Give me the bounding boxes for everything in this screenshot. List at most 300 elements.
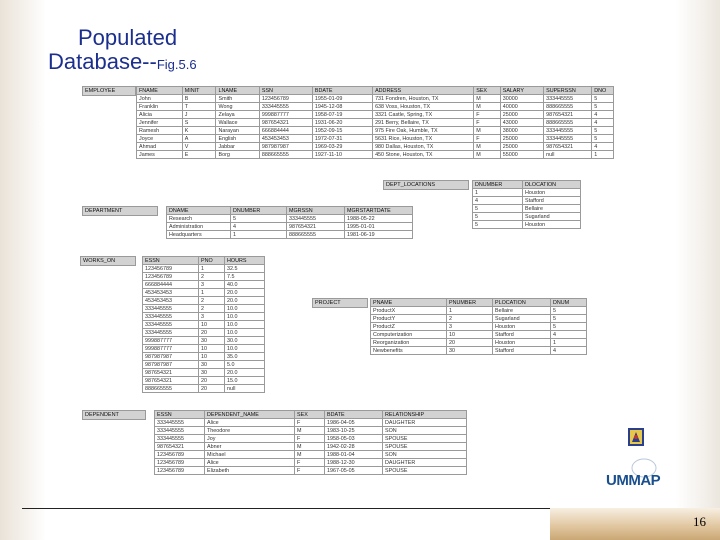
table-cell: 10.0	[225, 321, 265, 329]
table-row	[143, 329, 265, 337]
table-row	[155, 467, 467, 475]
column-header: SSN	[259, 87, 312, 95]
table-cell: 5	[551, 323, 587, 331]
column-header: DNAME	[167, 207, 231, 215]
table-cell: SPOUSE	[383, 435, 467, 443]
table-cell: B	[182, 95, 216, 103]
column-header: SEX	[474, 87, 501, 95]
header-row	[143, 257, 265, 265]
table-cell: null	[225, 385, 265, 393]
column-header: DNO	[592, 87, 614, 95]
table-cell: 1988-12-30	[325, 459, 383, 467]
column-header: DEPENDENT_NAME	[205, 411, 295, 419]
table-cell: Ramesh	[137, 127, 183, 135]
table-cell: F	[295, 419, 325, 427]
table-cell: 333445555	[544, 95, 592, 103]
column-header: PNAME	[371, 299, 447, 307]
table-cell: Alice	[205, 459, 295, 467]
table-cell: 333445555	[143, 329, 199, 337]
table-cell: Stafford	[523, 197, 581, 205]
table-row	[371, 347, 587, 355]
table-row	[371, 323, 587, 331]
table-cell: Houston	[493, 339, 551, 347]
table-cell: Houston	[493, 323, 551, 331]
logo-text: UMMAP	[606, 472, 661, 489]
table-cell: 30	[447, 347, 493, 355]
table-row	[143, 345, 265, 353]
table-cell: 1942-02-28	[325, 443, 383, 451]
table-cell: Sugarland	[523, 213, 581, 221]
table-row	[143, 361, 265, 369]
table-cell: Ahmad	[137, 143, 183, 151]
table-cell: 123456789	[155, 459, 205, 467]
table-cell: 731 Fondren, Houston, TX	[373, 95, 474, 103]
table-cell: 20	[199, 329, 225, 337]
table-cell: 333445555	[287, 215, 345, 223]
table-cell: A	[182, 135, 216, 143]
page-number: 16	[693, 514, 706, 529]
table-cell: 888665555	[143, 385, 199, 393]
table-cell: Research	[167, 215, 231, 223]
table-cell: 999887777	[143, 337, 199, 345]
table-cell: ProductX	[371, 307, 447, 315]
table-cell: 1	[447, 307, 493, 315]
table-cell: 5	[473, 205, 523, 213]
table-cell: 980 Dallas, Houston, TX	[373, 143, 474, 151]
table-row	[155, 451, 467, 459]
table-cell: 3	[447, 323, 493, 331]
table-cell: 1	[231, 231, 287, 239]
column-header: PLOCATION	[493, 299, 551, 307]
table-row	[371, 307, 587, 315]
table-cell: DAUGHTER	[383, 419, 467, 427]
table-cell: Computerization	[371, 331, 447, 339]
table-cell: 5	[473, 221, 523, 229]
table-cell: 333445555	[143, 321, 199, 329]
table-cell: 987654321	[143, 369, 199, 377]
table-cell: 5	[551, 315, 587, 323]
table-row	[155, 427, 467, 435]
table-cell: 987654321	[544, 111, 592, 119]
table-row	[155, 459, 467, 467]
table-cell: 123456789	[155, 451, 205, 459]
table-cell: Alice	[205, 419, 295, 427]
table-cell: 40.0	[225, 281, 265, 289]
table-row	[143, 305, 265, 313]
table-cell: ProductY	[371, 315, 447, 323]
header-row	[137, 87, 614, 95]
table-row	[473, 205, 581, 213]
table-cell: K	[182, 127, 216, 135]
table-cell: 20	[447, 339, 493, 347]
table-cell: Jennifer	[137, 119, 183, 127]
table-cell: Houston	[523, 221, 581, 229]
table-cell: M	[474, 143, 501, 151]
table-cell: null	[544, 151, 592, 159]
table-cell: John	[137, 95, 183, 103]
table-row	[143, 297, 265, 305]
table-cell: 7.5	[225, 273, 265, 281]
table-row	[137, 143, 614, 151]
table-cell: 975 Fire Oak, Humble, TX	[373, 127, 474, 135]
table-cell: 5631 Rice, Houston, TX	[373, 135, 474, 143]
table-cell: 1955-01-09	[312, 95, 372, 103]
table-cell: Bellaire	[493, 307, 551, 315]
table-cell: Theodore	[205, 427, 295, 435]
table-row	[143, 385, 265, 393]
table-row	[137, 95, 614, 103]
table-cell: 20.0	[225, 369, 265, 377]
table-cell: 10.0	[225, 305, 265, 313]
table-cell: 888665555	[287, 231, 345, 239]
table-row	[167, 231, 413, 239]
table-cell: 10.0	[225, 313, 265, 321]
table-cell: 10	[199, 353, 225, 361]
table-row	[143, 321, 265, 329]
table-cell: 2	[199, 305, 225, 313]
table-cell: 38000	[500, 127, 543, 135]
table-cell: 20	[199, 377, 225, 385]
table-cell: 5	[231, 215, 287, 223]
table-cell: M	[474, 127, 501, 135]
table-cell: Joy	[205, 435, 295, 443]
table-cell: 453453453	[259, 135, 312, 143]
column-header: SALARY	[500, 87, 543, 95]
table-cell: Borg	[216, 151, 259, 159]
table-cell: M	[474, 151, 501, 159]
left-background-edge	[0, 0, 46, 540]
table-row	[137, 127, 614, 135]
table-cell: 291 Berry, Bellaire, TX	[373, 119, 474, 127]
table-cell: Michael	[205, 451, 295, 459]
title-line-1: Populated	[78, 25, 178, 50]
table-cell: 5	[551, 307, 587, 315]
dependent-label: DEPENDENT	[82, 410, 146, 420]
table-cell: 3321 Castle, Spring, TX	[373, 111, 474, 119]
table-cell: Stafford	[493, 347, 551, 355]
table-cell: 123456789	[259, 95, 312, 103]
table-cell: 333445555	[155, 419, 205, 427]
column-header: PNUMBER	[447, 299, 493, 307]
table-cell: S	[182, 119, 216, 127]
table-cell: M	[474, 95, 501, 103]
table-cell: Franklin	[137, 103, 183, 111]
table-cell: 888665555	[544, 103, 592, 111]
table-cell: 888665555	[259, 151, 312, 159]
table-cell: 1952-09-15	[312, 127, 372, 135]
table-cell: 5	[592, 127, 614, 135]
table-cell: 666884444	[143, 281, 199, 289]
table-cell: 987654321	[143, 377, 199, 385]
table-cell: 333445555	[544, 127, 592, 135]
column-header: DNUM	[551, 299, 587, 307]
table-cell: 30	[199, 361, 225, 369]
table-cell: Smith	[216, 95, 259, 103]
table-cell: 1927-11-10	[312, 151, 372, 159]
table-row	[143, 377, 265, 385]
table-cell: 333445555	[143, 313, 199, 321]
table-cell: F	[295, 467, 325, 475]
table-cell: 3	[199, 281, 225, 289]
column-header: BDATE	[325, 411, 383, 419]
table-row	[143, 281, 265, 289]
table-cell: 3	[199, 313, 225, 321]
table-row	[473, 189, 581, 197]
column-header: PNO	[199, 257, 225, 265]
table-row	[167, 223, 413, 231]
table-cell: 4	[231, 223, 287, 231]
table-cell: 1958-07-19	[312, 111, 372, 119]
table-cell: 888665555	[544, 119, 592, 127]
dependent-table	[154, 410, 467, 475]
table-cell: 987654321	[155, 443, 205, 451]
table-cell: 333445555	[143, 305, 199, 313]
table-cell: 2	[199, 297, 225, 305]
table-cell: Wong	[216, 103, 259, 111]
table-cell: 10	[447, 331, 493, 339]
table-cell: 10	[199, 321, 225, 329]
dept-locations-label: DEPT_LOCATIONS	[383, 180, 469, 190]
table-cell: 40000	[500, 103, 543, 111]
table-cell: 1967-05-05	[325, 467, 383, 475]
table-row	[473, 197, 581, 205]
column-header: SEX	[295, 411, 325, 419]
table-cell: 1	[592, 151, 614, 159]
department-label: DEPARTMENT	[82, 206, 158, 216]
table-row	[371, 315, 587, 323]
works-on-label: WORKS_ON	[80, 256, 136, 266]
table-cell: 987987987	[143, 353, 199, 361]
table-cell: 333445555	[259, 103, 312, 111]
table-cell: Reorganization	[371, 339, 447, 347]
table-cell: M	[295, 451, 325, 459]
table-cell: 4	[592, 143, 614, 151]
table-cell: 1931-06-20	[312, 119, 372, 127]
header-row	[473, 181, 581, 189]
table-cell: 20.0	[225, 289, 265, 297]
table-cell: F	[295, 459, 325, 467]
table-cell: Sugarland	[493, 315, 551, 323]
table-cell: F	[474, 119, 501, 127]
table-row	[137, 135, 614, 143]
table-row	[137, 151, 614, 159]
table-cell: 999887777	[259, 111, 312, 119]
table-cell: 4	[592, 111, 614, 119]
table-cell: 10.0	[225, 329, 265, 337]
table-row	[155, 435, 467, 443]
table-cell: 25000	[500, 111, 543, 119]
table-cell: 1958-05-03	[325, 435, 383, 443]
table-cell: Jabbar	[216, 143, 259, 151]
table-cell: M	[474, 103, 501, 111]
column-header: ADDRESS	[373, 87, 474, 95]
table-cell: 5	[473, 213, 523, 221]
table-cell: 453453453	[143, 297, 199, 305]
column-header: MGRSTARTDATE	[345, 207, 413, 215]
column-header: LNAME	[216, 87, 259, 95]
table-row	[143, 313, 265, 321]
table-cell: 2	[447, 315, 493, 323]
table-cell: 1981-06-19	[345, 231, 413, 239]
table-cell: 20.0	[225, 297, 265, 305]
table-cell: 333445555	[155, 435, 205, 443]
table-row	[143, 289, 265, 297]
table-row	[143, 353, 265, 361]
table-cell: Elizabeth	[205, 467, 295, 475]
table-cell: 1	[199, 289, 225, 297]
table-row	[137, 111, 614, 119]
title-line-2	[48, 50, 197, 74]
table-cell: 1988-05-22	[345, 215, 413, 223]
column-header: FNAME	[137, 87, 183, 95]
table-cell: 5	[592, 95, 614, 103]
table-cell: 1	[473, 189, 523, 197]
table-cell: English	[216, 135, 259, 143]
column-header: MINIT	[182, 87, 216, 95]
table-cell: 987654321	[544, 143, 592, 151]
table-cell: 30	[199, 337, 225, 345]
table-cell: E	[182, 151, 216, 159]
table-row	[473, 213, 581, 221]
table-cell: J	[182, 111, 216, 119]
table-cell: 1995-01-01	[345, 223, 413, 231]
table-cell: 123456789	[155, 467, 205, 475]
table-cell: 25000	[500, 143, 543, 151]
project-label: PROJECT	[312, 298, 368, 308]
table-row	[143, 337, 265, 345]
table-cell: 1	[199, 265, 225, 273]
table-cell: F	[474, 111, 501, 119]
table-cell: Stafford	[493, 331, 551, 339]
table-cell: 55000	[500, 151, 543, 159]
table-cell: Narayan	[216, 127, 259, 135]
table-cell: 20	[199, 385, 225, 393]
table-cell: 987987987	[143, 361, 199, 369]
table-cell: 4	[473, 197, 523, 205]
table-cell: T	[182, 103, 216, 111]
table-cell: SON	[383, 451, 467, 459]
table-cell: 1972-07-31	[312, 135, 372, 143]
table-cell: Newbenefits	[371, 347, 447, 355]
table-cell: 30000	[500, 95, 543, 103]
table-row	[143, 273, 265, 281]
table-cell: 987654321	[259, 119, 312, 127]
table-cell: 453453453	[143, 289, 199, 297]
slide-title	[48, 26, 197, 74]
table-cell: 10.0	[225, 345, 265, 353]
header-row	[155, 411, 467, 419]
table-cell: 1969-03-29	[312, 143, 372, 151]
table-cell: 30	[199, 369, 225, 377]
table-cell: Houston	[523, 189, 581, 197]
table-cell: Joyce	[137, 135, 183, 143]
table-row	[371, 331, 587, 339]
table-cell: 1986-04-05	[325, 419, 383, 427]
header-row	[167, 207, 413, 215]
table-cell: SPOUSE	[383, 467, 467, 475]
column-header: SUPERSSN	[544, 87, 592, 95]
table-cell: Bellaire	[523, 205, 581, 213]
column-header: MGRSSN	[287, 207, 345, 215]
table-cell: 987654321	[287, 223, 345, 231]
table-cell: 25000	[500, 135, 543, 143]
table-cell: ProductZ	[371, 323, 447, 331]
table-cell: 123456789	[143, 265, 199, 273]
column-header: HOURS	[225, 257, 265, 265]
table-cell: 1983-10-25	[325, 427, 383, 435]
table-cell: DAUGHTER	[383, 459, 467, 467]
table-cell: 450 Stone, Houston, TX	[373, 151, 474, 159]
employee-label: EMPLOYEE	[82, 86, 136, 96]
table-row	[143, 265, 265, 273]
table-cell: Headquarters	[167, 231, 231, 239]
table-row	[167, 215, 413, 223]
table-cell: 2	[199, 273, 225, 281]
table-cell: Wallace	[216, 119, 259, 127]
table-cell: 999887777	[143, 345, 199, 353]
table-cell: 32.5	[225, 265, 265, 273]
table-row	[143, 369, 265, 377]
works-on-table	[142, 256, 265, 393]
table-cell: 5.0	[225, 361, 265, 369]
table-cell: Administration	[167, 223, 231, 231]
table-cell: F	[295, 435, 325, 443]
table-cell: 123456789	[143, 273, 199, 281]
table-cell: Zelaya	[216, 111, 259, 119]
table-cell: 638 Voss, Houston, TX	[373, 103, 474, 111]
table-row	[473, 221, 581, 229]
table-cell: 1	[551, 339, 587, 347]
table-cell: 15.0	[225, 377, 265, 385]
table-row	[137, 103, 614, 111]
table-cell: Alicia	[137, 111, 183, 119]
column-header: DLOCATION	[523, 181, 581, 189]
header-row	[371, 299, 587, 307]
table-cell: M	[295, 443, 325, 451]
project-table	[370, 298, 587, 355]
employee-table	[136, 86, 614, 159]
column-header: DNUMBER	[231, 207, 287, 215]
table-cell: 4	[551, 347, 587, 355]
table-cell: V	[182, 143, 216, 151]
table-cell: 1945-12-08	[312, 103, 372, 111]
table-cell: SON	[383, 427, 467, 435]
table-cell: 4	[592, 119, 614, 127]
column-header: BDATE	[312, 87, 372, 95]
table-cell: 30.0	[225, 337, 265, 345]
table-row	[137, 119, 614, 127]
table-row	[155, 419, 467, 427]
table-cell: 43000	[500, 119, 543, 127]
column-header: RELATIONSHIP	[383, 411, 467, 419]
table-cell: 5	[592, 135, 614, 143]
table-cell: 35.0	[225, 353, 265, 361]
table-cell: Abner	[205, 443, 295, 451]
table-cell: M	[295, 427, 325, 435]
table-cell: 1988-01-04	[325, 451, 383, 459]
table-cell: 333445555	[155, 427, 205, 435]
figure-reference: Fig.5.6	[156, 57, 197, 73]
table-cell: 333445555	[544, 135, 592, 143]
table-row	[371, 339, 587, 347]
column-header: DNUMBER	[473, 181, 523, 189]
table-row	[155, 443, 467, 451]
dept-locations-table	[472, 180, 581, 229]
table-cell: F	[474, 135, 501, 143]
column-header: ESSN	[155, 411, 205, 419]
table-cell: 987987987	[259, 143, 312, 151]
table-cell: 10	[199, 345, 225, 353]
